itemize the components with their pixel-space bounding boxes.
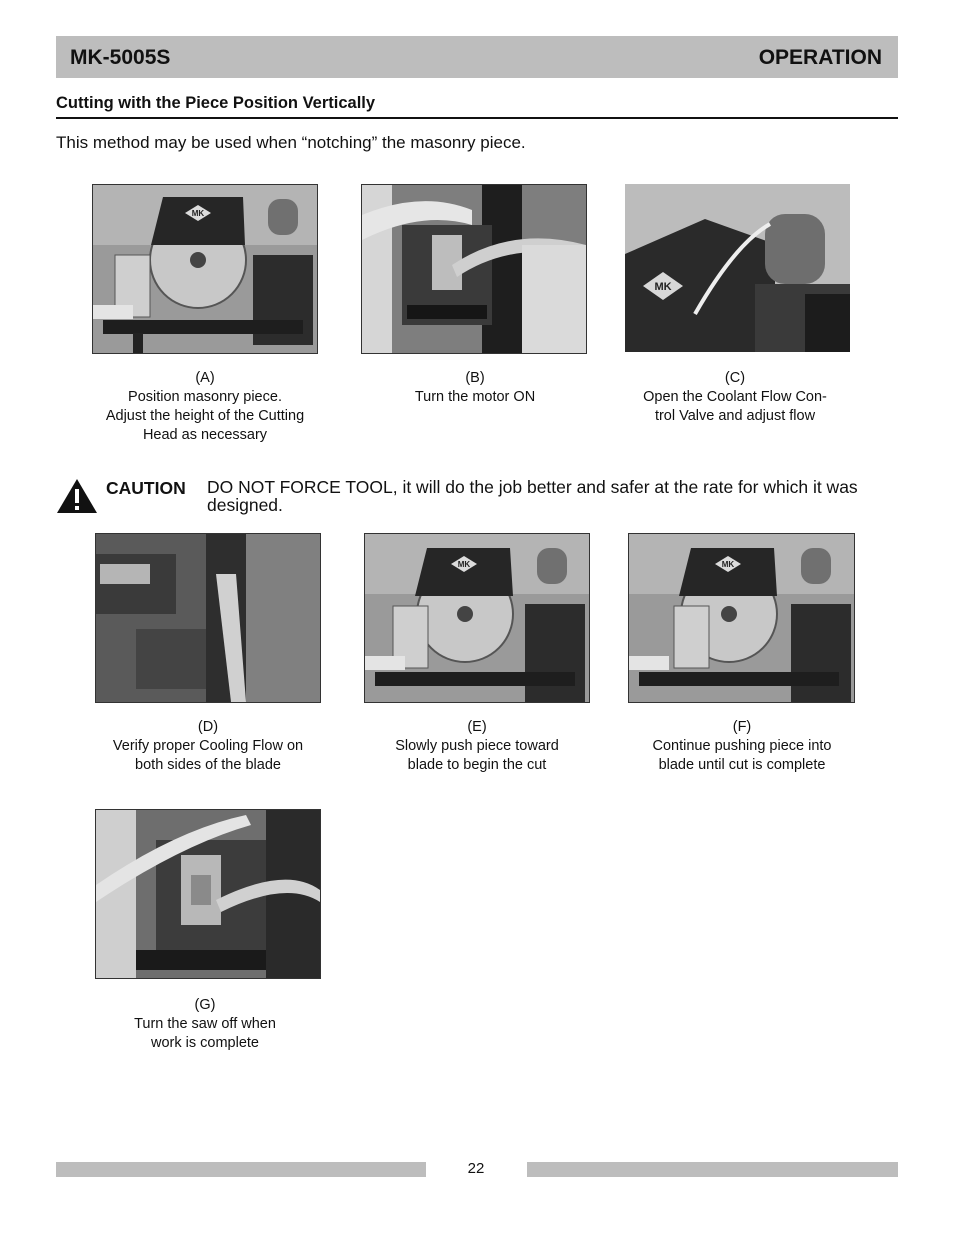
page-number: 22	[467, 1160, 485, 1177]
step-f-caption: (F) Continue pushing piece into blade until cut is complete	[652, 719, 832, 773]
svg-text:MK: MK	[721, 560, 735, 569]
step-e-caption: (E) Slowly push piece toward blade to begin the cut	[395, 719, 559, 773]
header-bar	[56, 36, 898, 78]
footer-bar-left	[56, 1162, 426, 1177]
svg-text:MK: MK	[457, 560, 471, 569]
figure-g-image	[95, 809, 321, 979]
step-b-caption: (B) Turn the motor ON	[414, 370, 536, 405]
caution-label: CAUTION	[106, 478, 186, 498]
warning-icon	[56, 478, 98, 514]
figure-f-image	[628, 533, 855, 703]
step-c-caption: (C) Open the Coolant Flow Con- trol Valve and adjust flow	[643, 370, 827, 424]
svg-text:MK: MK	[191, 209, 205, 218]
figure-b-image	[361, 184, 587, 354]
section-title: Cutting with the Piece Position Vertically	[56, 94, 898, 119]
step-d-caption: (D) Verify proper Cooling Flow on both sides of the blade	[112, 719, 304, 773]
figure-a-image	[92, 184, 318, 354]
model-name: MK-5005S	[70, 46, 171, 69]
figure-d-image	[95, 533, 321, 703]
svg-text:MK: MK	[654, 281, 672, 293]
caution-text: DO NOT FORCE TOOL, it will do the job better and safer at the rate for which it was designed.	[207, 477, 858, 515]
intro-text: This method may be used when “notching” the masonry piece.	[56, 133, 526, 152]
figure-e-image	[364, 533, 590, 703]
figure-c-image	[625, 184, 850, 352]
footer-bar-right	[527, 1162, 898, 1177]
step-a-caption: (A) Position masonry piece. Adjust the height of the Cutting Head as necessary	[105, 370, 305, 443]
step-g-caption: (G) Turn the saw off when work is complete	[134, 997, 276, 1051]
section-name: OPERATION	[758, 46, 882, 69]
